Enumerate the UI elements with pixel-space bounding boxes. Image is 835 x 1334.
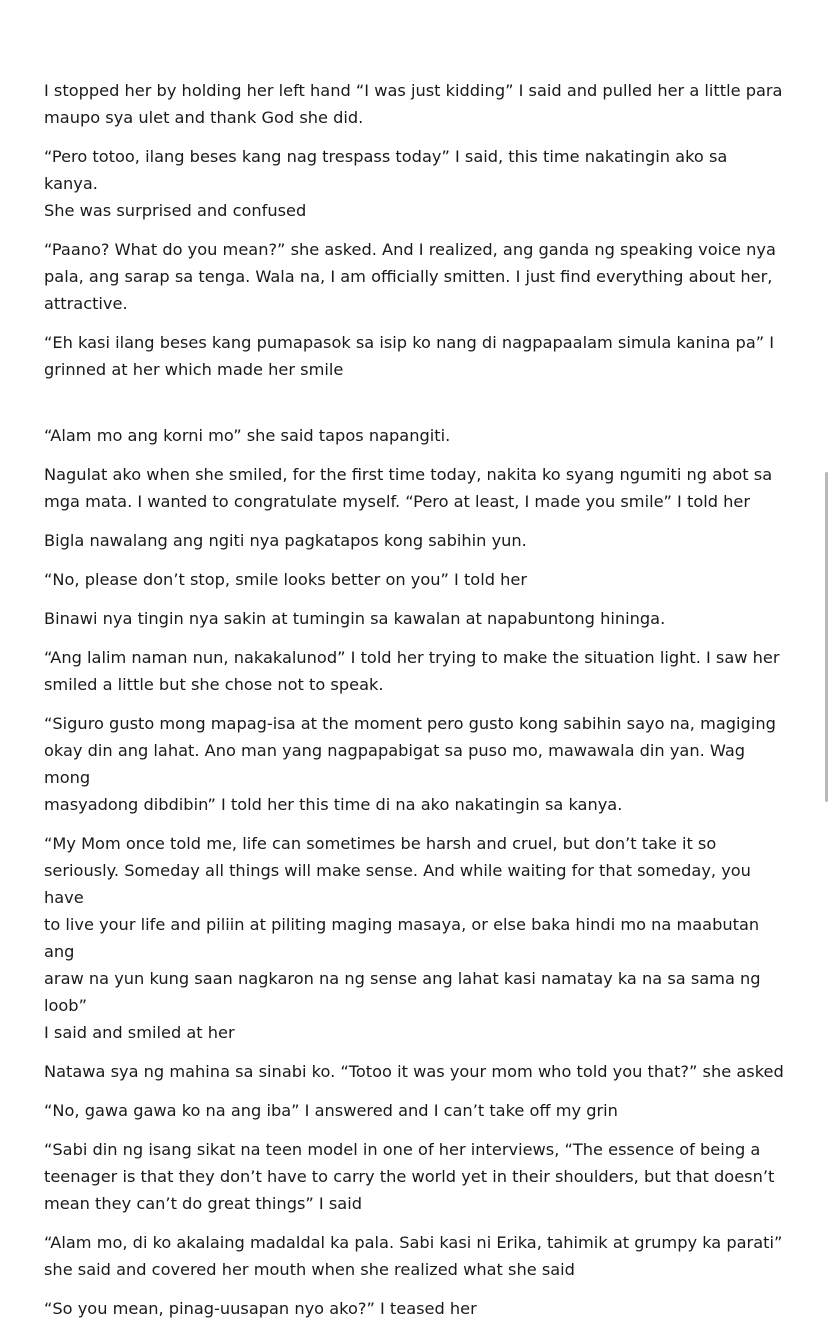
paragraph-9: Binawi nya tingin nya sakin at tumingin sa kawalan at napabuntong hininga. bbox=[44, 609, 666, 628]
paragraph-10: “Ang lalim naman nun, nakakalunod” I told her trying to make the situation light. I saw her smiled a little but she chose not to speak. bbox=[44, 648, 780, 694]
paragraph-13: Natawa sya ng mahina sa sinabi ko. “Totoo it was your mom who told you that?” she asked bbox=[44, 1062, 784, 1081]
paragraph-14: “No, gawa gawa ko na ang iba” I answered and I can’t take off my grin bbox=[44, 1101, 618, 1120]
paragraph-17: “So you mean, pinag-uusapan nyo ako?” I teased her bbox=[44, 1299, 477, 1318]
paragraph-8: “No, please don’t stop, smile looks better on you” I told her bbox=[44, 570, 528, 589]
scrollbar-thumb[interactable] bbox=[825, 472, 828, 802]
paragraph-7: Bigla nawalang ang ngiti nya pagkatapos kong sabihin yun. bbox=[44, 531, 527, 550]
paragraph-3: “Paano? What do you mean?” she asked. And I realized, ang ganda ng speaking voice nya pala, ang sarap sa tenga. Wala na, I am officially smitten. I just find everything about her, attractive. bbox=[44, 240, 776, 313]
paragraph-4: “Eh kasi ilang beses kang pumapasok sa isip ko nang di nagpapaalam simula kanina pa” I grinned at her which made her smile bbox=[44, 333, 775, 379]
paragraph-11: “Siguro gusto mong mapag-isa at the moment pero gusto kong sabihin sayo na, magiging okay din ang lahat. Ano man yang nagpapabigat sa puso mo, mawawala din yan. Wag mong masyadong dibdibin” I told her this time di na ako nakatingin sa kanya. bbox=[44, 714, 776, 814]
paragraph-16: “Alam mo, di ko akalaing madaldal ka pala. Sabi kasi ni Erika, tahimik at grumpy ka parati” she said and covered her mouth when she realized what she said bbox=[44, 1233, 783, 1279]
paragraph-15: “Sabi din ng isang sikat na teen model in one of her interviews, “The essence of being a teenager is that they don’t have to carry the world yet in their shoulders, but that doesn’t mean they can’t do great things” I said bbox=[44, 1140, 775, 1213]
paragraph-2: “Pero totoo, ilang beses kang nag trespass today” I said, this time nakatingin ako sa kanya. She was surprised and confused bbox=[44, 147, 728, 220]
paragraph-1: I stopped her by holding her left hand “I was just kidding” I said and pulled her a little para maupo sya ulet and thank God she did. bbox=[44, 81, 783, 127]
paragraph-6: Nagulat ako when she smiled, for the first time today, nakita ko syang ngumiti ng abot sa mga mata. I wanted to congratulate myself. “Pero at least, I made you smile” I told her bbox=[44, 465, 773, 511]
paragraph-12: “My Mom once told me, life can sometimes be harsh and cruel, but don’t take it so seriously. Someday all things will make sense. And while waiting for that someday, you have to live your life and piliin at piliting maging masaya, or else baka hindi mo na maabutan ang araw na yun kung saan nagkaron na ng sense ang lahat kasi namatay ka na sa sama ng loob” I said and smiled at her bbox=[44, 834, 761, 1042]
document-body bbox=[44, 77, 784, 1334]
paragraph-5: “Alam mo ang korni mo” she said tapos napangiti. bbox=[44, 426, 451, 445]
blank-line bbox=[44, 395, 784, 422]
